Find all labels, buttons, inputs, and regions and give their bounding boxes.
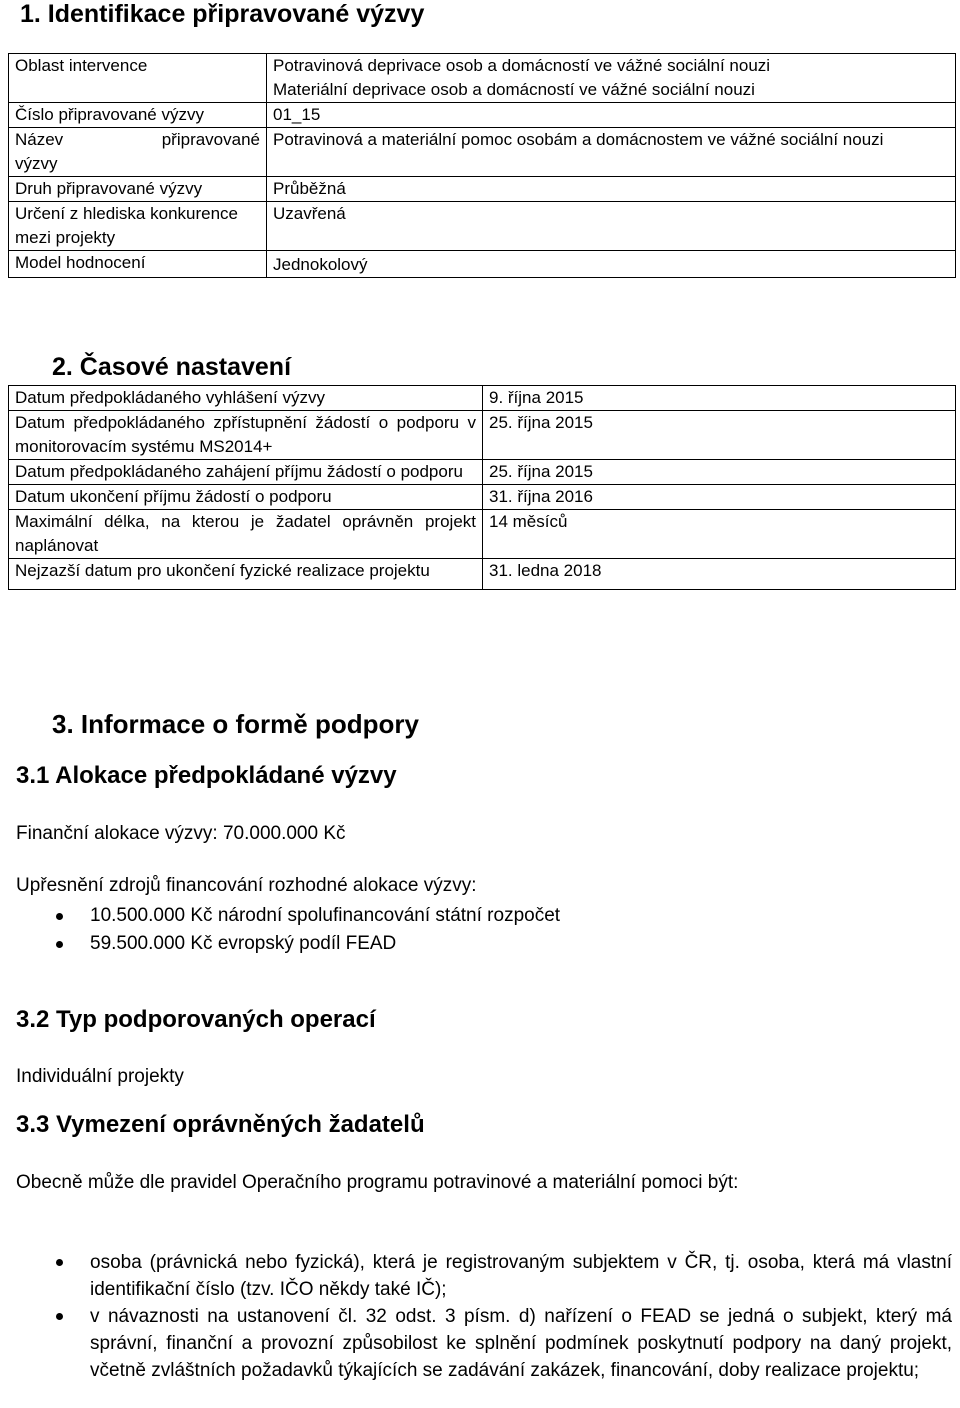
table-row [9, 559, 956, 590]
row-value: 31. ledna 2018 [483, 559, 956, 590]
row-key: Datum předpokládaného zahájení příjmu žádostí o podporu [9, 460, 483, 485]
row-value: 9. října 2015 [483, 386, 956, 411]
table-row [9, 251, 956, 278]
sources-intro: Upřesnění zdrojů financování rozhodné alokace výzvy: [16, 875, 477, 896]
row-key: Maximální délka, na kterou je žadatel oprávněn projekt naplánovat [9, 510, 483, 559]
row-value [267, 54, 956, 103]
row-key: Určení z hlediska konkurence mezi projekty [9, 202, 267, 251]
row-key [9, 128, 267, 177]
table-row [9, 177, 956, 202]
section-3-heading: 3. Informace o formě podpory [52, 709, 419, 739]
identification-table [8, 53, 956, 278]
row-value: 14 měsíců [483, 510, 956, 559]
row-value: 25. října 2015 [483, 411, 956, 460]
table-row [9, 54, 956, 103]
key-word: výzvy [15, 154, 58, 173]
subsection-3-1-heading: 3.1 Alokace předpokládané výzvy [16, 762, 397, 789]
allocation-text: Finanční alokace výzvy: 70.000.000 Kč [16, 823, 346, 844]
table-row [9, 510, 956, 559]
row-key: Datum předpokládaného zpřístupnění žádostí o podporu v monitorovacím systému MS2014+ [9, 411, 483, 460]
list-item: 10.500.000 Kč národní spolufinancování státní rozpočet [56, 902, 560, 930]
table-row [9, 485, 956, 510]
table-row [9, 103, 956, 128]
row-key: Datum ukončení příjmu žádostí o podporu [9, 485, 483, 510]
applicants-intro: Obecně může dle pravidel Operačního programu potravinové a materiální pomoci být: [16, 1172, 739, 1193]
row-value: Průběžná [267, 177, 956, 202]
sources-list [56, 902, 560, 958]
key-word: připravované [161, 130, 260, 149]
value-line: Potravinová deprivace osob a domácností ve vážné sociální nouzi [273, 56, 771, 75]
table-row [9, 128, 956, 177]
row-value: Jednokolový [267, 251, 956, 278]
timing-table [8, 385, 956, 590]
table-row [9, 460, 956, 485]
table-row [9, 386, 956, 411]
row-key: Číslo připravované výzvy [9, 103, 267, 128]
table-row [9, 411, 956, 460]
list-item: v návaznosti na ustanovení čl. 32 odst. 3 písm. d) nařízení o FEAD se jedná o subjekt, který má správní, finanční a provozní způsobilost ke splnění podmínek poskytnutí podpory na daný projekt, včetně zvláštních požadavků týkajících se zadávání zakázek, financování, doby realizace projektu; [56, 1303, 952, 1384]
key-word: Název [15, 130, 64, 149]
row-key: Oblast intervence [9, 54, 267, 103]
applicants-list [56, 1249, 952, 1384]
list-item: 59.500.000 Kč evropský podíl FEAD [56, 930, 560, 958]
row-key: Model hodnocení [9, 251, 267, 278]
value-line: Materiální deprivace osob a domácností ve vážné sociální nouzi [273, 80, 755, 99]
row-value: 01_15 [267, 103, 956, 128]
row-value: 31. října 2016 [483, 485, 956, 510]
list-item: osoba (právnická nebo fyzická), která je registrovaným subjektem v ČR, tj. osoba, která má vlastní identifikační číslo (tzv. IČO někdy také IČ); [56, 1249, 952, 1303]
row-value: Potravinová a materiální pomoc osobám a domácnostem ve vážné sociální nouzi [267, 128, 956, 177]
key-line [15, 128, 260, 152]
row-key: Nejzazší datum pro ukončení fyzické realizace projektu [9, 559, 483, 590]
row-value: Uzavřená [267, 202, 956, 251]
subsection-3-3-heading: 3.3 Vymezení oprávněných žadatelů [16, 1111, 425, 1138]
section-1-heading: 1. Identifikace připravované výzvy [20, 0, 425, 28]
operations-type-text: Individuální projekty [16, 1066, 184, 1087]
row-value: 25. října 2015 [483, 460, 956, 485]
table-row [9, 202, 956, 251]
section-2-heading: 2. Časové nastavení [52, 353, 292, 381]
subsection-3-2-heading: 3.2 Typ podporovaných operací [16, 1006, 376, 1033]
row-key: Druh připravované výzvy [9, 177, 267, 202]
row-key: Datum předpokládaného vyhlášení výzvy [9, 386, 483, 411]
